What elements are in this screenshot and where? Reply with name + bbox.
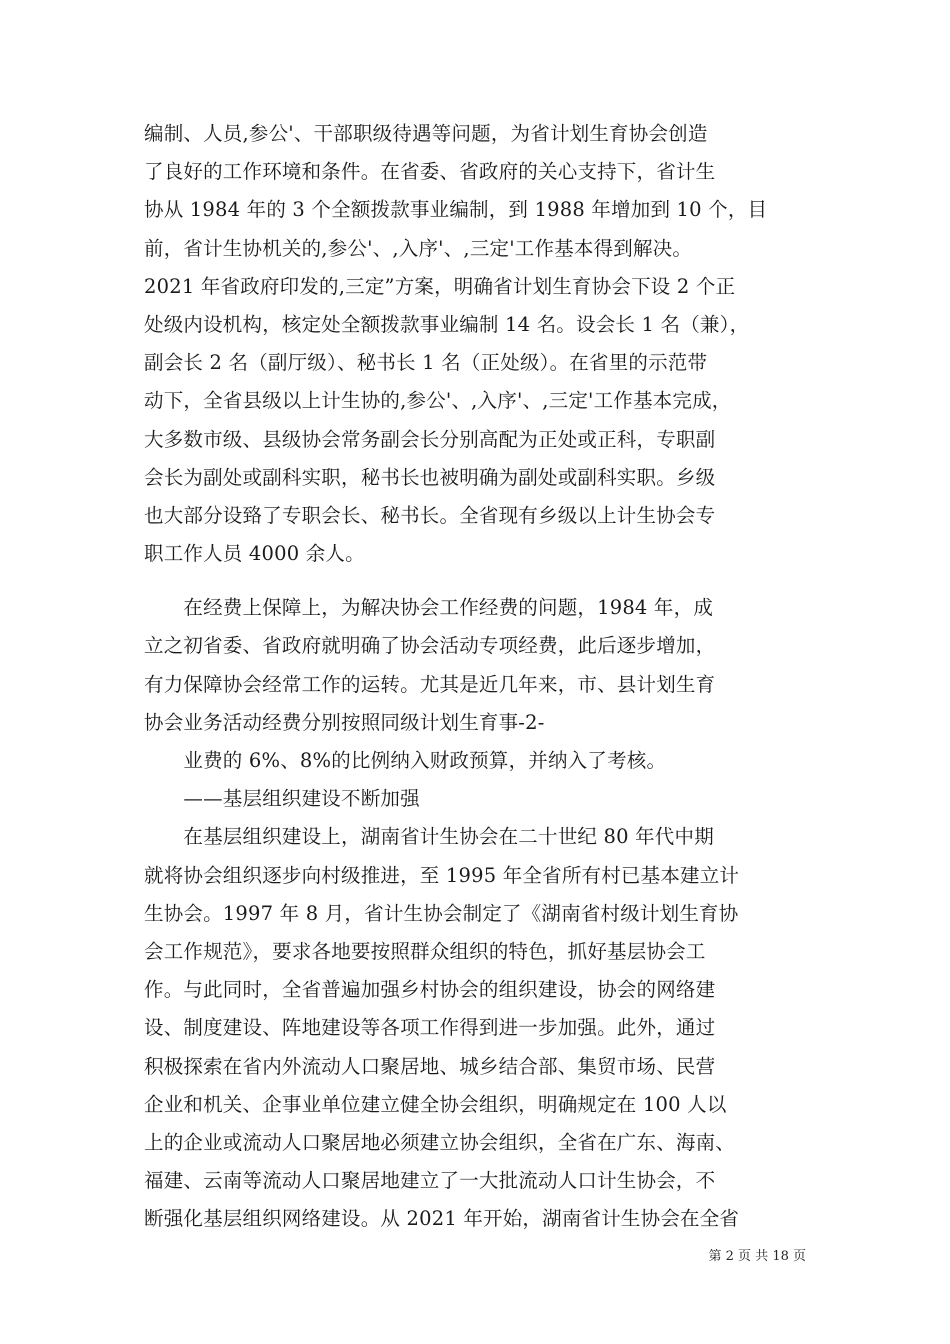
- text-line: 会工作规范》，要求各地要按照群众组织的特色，抓好基层协会工: [144, 939, 706, 963]
- text-line: 就将协会组织逐步向村级推进，至 1995 年全省所有村已基本建立计: [144, 863, 740, 887]
- section-heading: ——基层组织建设不断加强: [144, 787, 420, 811]
- text-line: 企业和机关、企事业单位建立健全协会组织，明确规定在 100 人以: [144, 1092, 727, 1116]
- body-text: [144, 115, 814, 1238]
- text-line: 福建、云南等流动人口聚居地建立了一大批流动人口计生协会，不: [144, 1169, 716, 1193]
- paragraph-gap: [144, 573, 814, 589]
- text-line: 积极探索在省内外流动人口聚居地、城乡结合部、集贸市场、民营: [144, 1054, 716, 1078]
- text-line: 大多数市级、县级协会常务副会长分别高配为正处或正科，专职副: [144, 427, 716, 451]
- paragraph-funding-and-organization: [144, 589, 814, 1238]
- page-number-footer: 第 2 页 共 18 页: [708, 1249, 806, 1264]
- text-line: 处级内设机构，核定处全额拨款事业编制 14 名。设会长 1 名（兼），: [144, 312, 750, 336]
- text-line: 断强化基层组织网络建设。从 2021 年开始，湖南省计生协会在全省: [144, 1207, 740, 1231]
- text-line: 在基层组织建设上，湖南省计生协会在二十世纪 80 年代中期: [144, 825, 714, 849]
- text-line: 生协会。1997 年 8 月，省计生协会制定了《湖南省村级计划生育协: [144, 901, 739, 925]
- text-line: 也大部分设臵了专职会长、秘书长。全省现有乡级以上计生协会专: [144, 503, 716, 527]
- text-line: 作。与此同时，全省普遍加强乡村协会的组织建设，协会的网络建: [144, 978, 716, 1002]
- text-line: 动下，全省县级以上计生协的,参公'、,入序'、,三定'工作基本完成，: [144, 389, 732, 413]
- text-line: 副会长 2 名（副厅级）、秘书长 1 名（正处级）。在省里的示范带: [144, 351, 708, 375]
- text-line: 立之初省委、省政府就明确了协会活动专项经费，此后逐步增加，: [144, 634, 716, 658]
- text-line: 职工作人员 4000 余人。: [144, 542, 365, 566]
- text-line: 协从 1984 年的 3 个全额拨款事业编制，到 1988 年增加到 10 个，目: [144, 198, 768, 222]
- text-line: 会长为副处或副科实职，秘书长也被明确为副处或副科实职。乡级: [144, 465, 716, 489]
- text-line: 前，省计生协机关的,参公'、,入序'、,三定'工作基本得到解决。: [144, 236, 693, 260]
- text-line: 设、制度建设、阵地建设等各项工作得到进一步加强。此外，通过: [144, 1016, 716, 1040]
- text-line: 在经费上保障上，为解决协会工作经费的问题，1984 年，成: [144, 596, 714, 620]
- text-line: 编制、人员,参公'、干部职级待遇等问题，为省计划生育协会创造: [144, 122, 708, 145]
- text-line: 了良好的工作环境和条件。在省委、省政府的关心支持下，省计生: [144, 160, 716, 184]
- text-line: 有力保障协会经常工作的运转。尤其是近几年来，市、县计划生育: [144, 672, 716, 696]
- text-line: 2021 年省政府印发的,三定”方案，明确省计划生育协会下设 2 个正: [144, 274, 736, 298]
- text-line: 上的企业或流动人口聚居地必须建立协会组织，全省在广东、海南、: [144, 1130, 736, 1154]
- text-line: 协会业务活动经费分别按照同级计划生育事-2-: [144, 710, 545, 734]
- paragraph-staffing: [144, 115, 814, 573]
- text-line: 业费的 6%、8%的比例纳入财政预算，并纳入了考核。: [144, 749, 667, 772]
